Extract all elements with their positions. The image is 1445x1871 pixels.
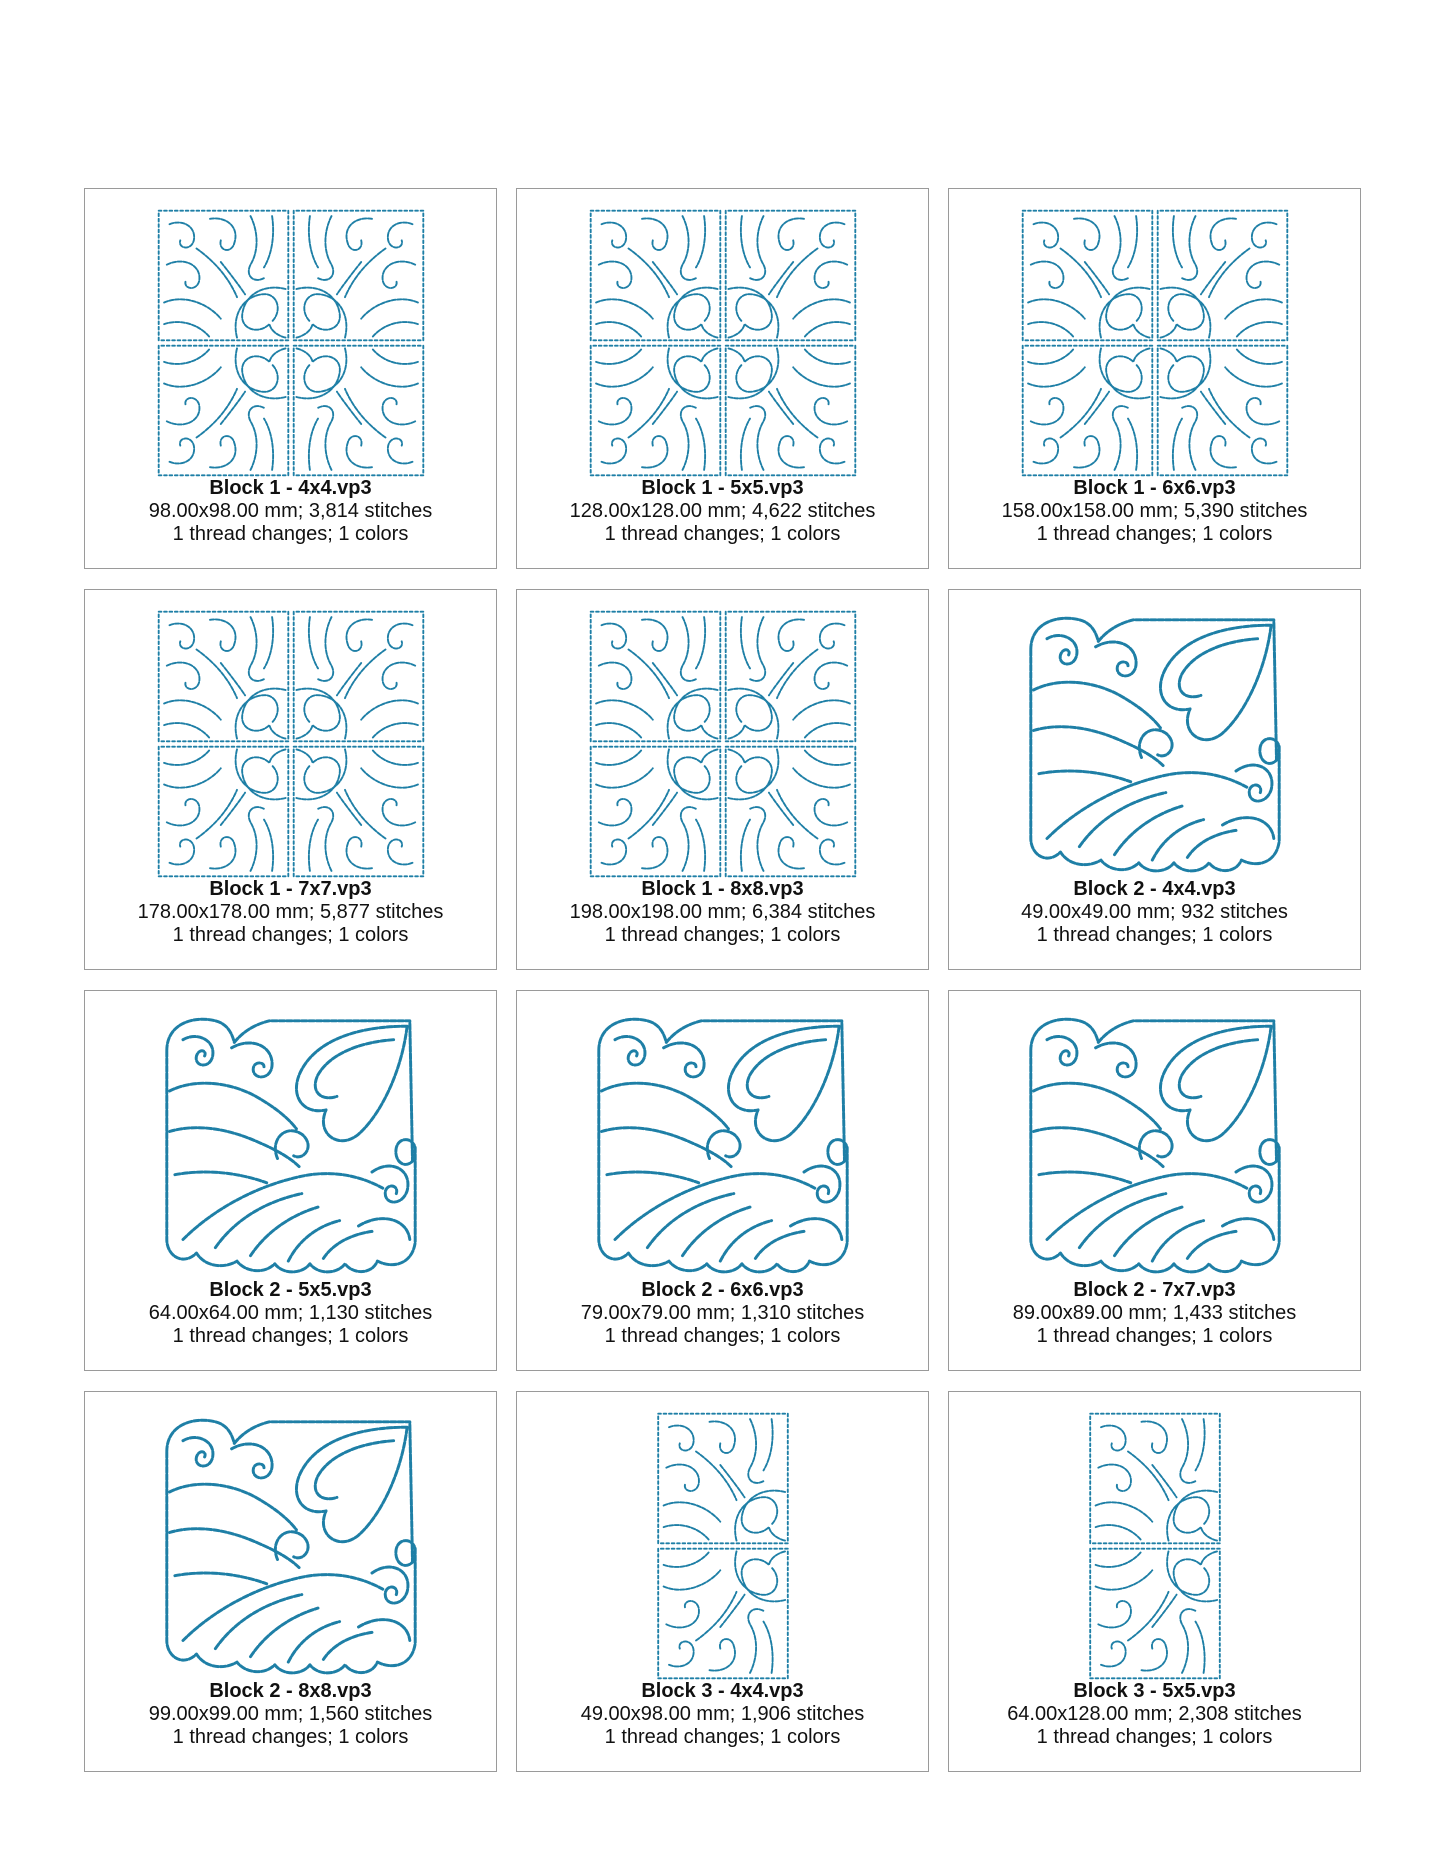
design-card[interactable]	[516, 1391, 929, 1772]
design-size-stitches: 89.00x89.00 mm; 1,433 stitches	[1012, 1302, 1297, 1324]
design-file-name: Block 3 - 5x5.vp3	[1073, 1680, 1236, 1702]
block2-corner-icon	[1020, 609, 1290, 879]
design-file-name: Block 1 - 6x6.vp3	[1073, 477, 1236, 499]
block3-half-icon	[655, 1411, 790, 1681]
design-caption	[949, 477, 1360, 546]
design-card[interactable]	[84, 589, 497, 970]
design-thread-info: 1 thread changes; 1 colors	[172, 1325, 409, 1347]
design-card[interactable]	[516, 589, 929, 970]
block3-half-icon	[1087, 1411, 1222, 1681]
design-size-stitches: 64.00x64.00 mm; 1,130 stitches	[148, 1302, 433, 1324]
block1-square-icon	[588, 609, 858, 879]
design-size-stitches: 79.00x79.00 mm; 1,310 stitches	[580, 1302, 865, 1324]
design-size-stitches: 158.00x158.00 mm; 5,390 stitches	[1001, 500, 1308, 522]
design-size-stitches: 198.00x198.00 mm; 6,384 stitches	[569, 901, 876, 923]
design-caption	[949, 1279, 1360, 1348]
design-card[interactable]	[948, 1391, 1361, 1772]
design-size-stitches: 64.00x128.00 mm; 2,308 stitches	[1007, 1703, 1302, 1725]
design-size-stitches: 49.00x49.00 mm; 932 stitches	[1021, 901, 1288, 923]
design-caption	[517, 1279, 928, 1348]
block1-square-icon	[1020, 208, 1290, 478]
design-thread-info: 1 thread changes; 1 colors	[172, 523, 409, 545]
design-file-name: Block 1 - 7x7.vp3	[209, 878, 372, 900]
design-file-name: Block 2 - 6x6.vp3	[641, 1279, 804, 1301]
design-caption	[949, 1680, 1360, 1749]
design-thread-info: 1 thread changes; 1 colors	[1036, 1726, 1273, 1748]
design-card[interactable]	[84, 990, 497, 1371]
design-size-stitches: 178.00x178.00 mm; 5,877 stitches	[137, 901, 444, 923]
block2-corner-icon	[1020, 1010, 1290, 1280]
design-caption	[85, 1680, 496, 1749]
design-caption	[85, 477, 496, 546]
block2-corner-icon	[588, 1010, 858, 1280]
design-size-stitches: 98.00x98.00 mm; 3,814 stitches	[148, 500, 433, 522]
design-thread-info: 1 thread changes; 1 colors	[172, 924, 409, 946]
design-card[interactable]	[84, 188, 497, 569]
design-file-name: Block 2 - 7x7.vp3	[1073, 1279, 1236, 1301]
design-card[interactable]	[84, 1391, 497, 1772]
design-card[interactable]	[516, 188, 929, 569]
design-thread-info: 1 thread changes; 1 colors	[1036, 924, 1273, 946]
block1-square-icon	[588, 208, 858, 478]
block2-corner-icon	[156, 1411, 426, 1681]
design-size-stitches: 99.00x99.00 mm; 1,560 stitches	[148, 1703, 433, 1725]
design-thread-info: 1 thread changes; 1 colors	[604, 1325, 841, 1347]
design-size-stitches: 49.00x98.00 mm; 1,906 stitches	[580, 1703, 865, 1725]
design-caption	[517, 1680, 928, 1749]
design-size-stitches: 128.00x128.00 mm; 4,622 stitches	[569, 500, 876, 522]
design-card[interactable]	[948, 188, 1361, 569]
block2-corner-icon	[156, 1010, 426, 1280]
design-card[interactable]	[948, 990, 1361, 1371]
design-file-name: Block 1 - 5x5.vp3	[641, 477, 804, 499]
design-thread-info: 1 thread changes; 1 colors	[1036, 1325, 1273, 1347]
block1-square-icon	[156, 609, 426, 879]
design-caption	[85, 878, 496, 947]
design-thread-info: 1 thread changes; 1 colors	[172, 1726, 409, 1748]
design-thread-info: 1 thread changes; 1 colors	[604, 1726, 841, 1748]
design-caption	[85, 1279, 496, 1348]
design-card[interactable]	[516, 990, 929, 1371]
design-caption	[949, 878, 1360, 947]
design-card[interactable]	[948, 589, 1361, 970]
design-file-name: Block 1 - 4x4.vp3	[209, 477, 372, 499]
design-caption	[517, 878, 928, 947]
design-thread-info: 1 thread changes; 1 colors	[604, 523, 841, 545]
design-file-name: Block 2 - 5x5.vp3	[209, 1279, 372, 1301]
design-file-name: Block 2 - 8x8.vp3	[209, 1680, 372, 1702]
design-file-name: Block 1 - 8x8.vp3	[641, 878, 804, 900]
design-thread-info: 1 thread changes; 1 colors	[604, 924, 841, 946]
design-file-name: Block 2 - 4x4.vp3	[1073, 878, 1236, 900]
block1-square-icon	[156, 208, 426, 478]
design-caption	[517, 477, 928, 546]
design-thread-info: 1 thread changes; 1 colors	[1036, 523, 1273, 545]
design-file-name: Block 3 - 4x4.vp3	[641, 1680, 804, 1702]
